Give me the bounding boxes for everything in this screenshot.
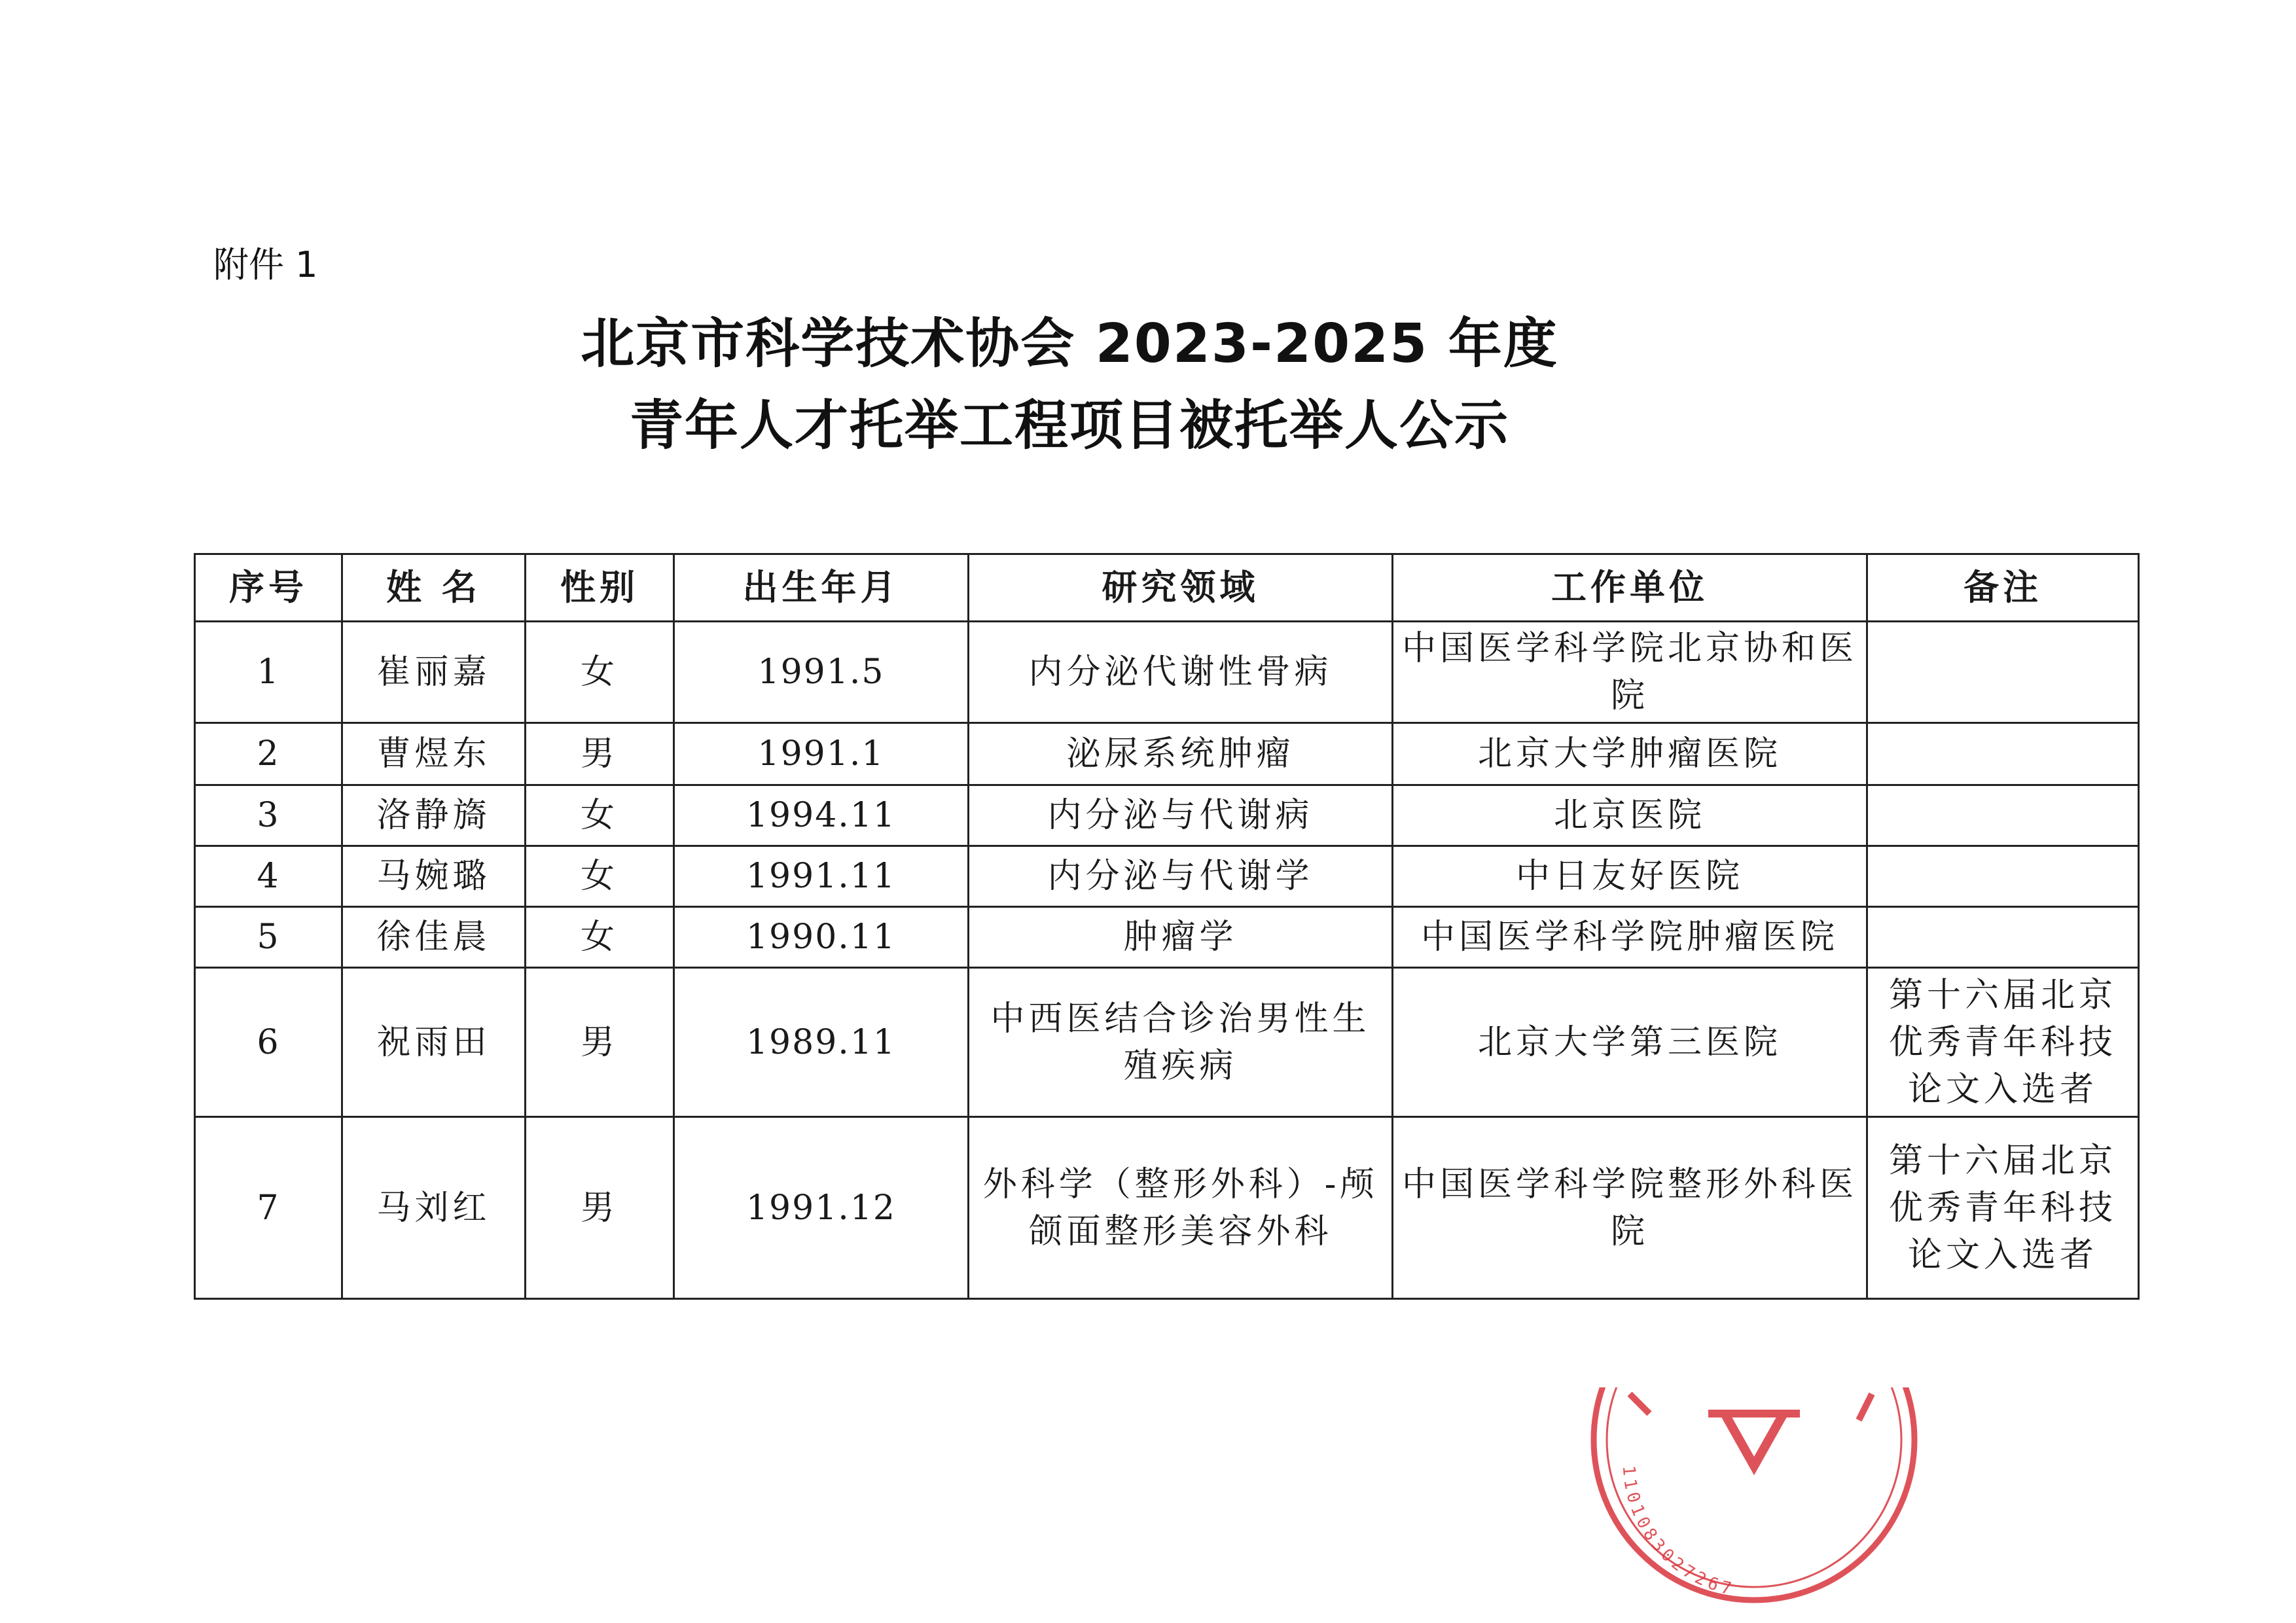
cell-unit: 中日友好医院 — [1393, 846, 1867, 907]
header-birth: 出生年月 — [674, 554, 969, 622]
cell-gender: 女 — [526, 907, 674, 968]
cell-unit: 北京大学第三医院 — [1393, 968, 1867, 1117]
header-index: 序号 — [195, 554, 342, 622]
cell-gender: 男 — [526, 723, 674, 785]
cell-unit: 北京医院 — [1393, 785, 1867, 846]
document-title-line1: 北京市科学技术协会 2023-2025 年度 — [581, 313, 1558, 375]
cell-gender: 女 — [526, 785, 674, 846]
cell-gender: 女 — [526, 846, 674, 907]
header-name: 姓 名 — [342, 554, 526, 622]
table-row — [195, 907, 2139, 968]
cell-index: 3 — [195, 785, 342, 846]
header-gender: 性别 — [526, 554, 674, 622]
table-header-row — [195, 554, 2139, 622]
official-seal — [1584, 1387, 1924, 1623]
cell-name: 马婉璐 — [342, 846, 526, 907]
cell-birth: 1991.1 — [674, 723, 969, 785]
cell-birth: 1991.11 — [674, 846, 969, 907]
cell-name: 崔丽嘉 — [342, 622, 526, 723]
table-row — [195, 785, 2139, 846]
cell-name: 祝雨田 — [342, 968, 526, 1117]
cell-index: 4 — [195, 846, 342, 907]
header-note: 备注 — [1867, 554, 2139, 622]
cell-birth: 1990.11 — [674, 907, 969, 968]
table-row — [195, 1117, 2139, 1299]
attachment-label: 附件 1 — [213, 244, 318, 285]
table-row — [195, 846, 2139, 907]
cell-index: 2 — [195, 723, 342, 785]
cell-field: 外科学（整形外科）-颅颌面整形美容外科 — [969, 1117, 1393, 1299]
cell-field: 内分泌代谢性骨病 — [969, 622, 1393, 723]
cell-index: 1 — [195, 622, 342, 723]
table-row — [195, 723, 2139, 785]
document-title-line2: 青年人才托举工程项目被托举人公示 — [629, 395, 1509, 457]
cell-note: 第十六届北京优秀青年科技论文入选者 — [1867, 1117, 2139, 1299]
table-row — [195, 622, 2139, 723]
cell-note — [1867, 622, 2139, 723]
cell-index: 7 — [195, 1117, 342, 1299]
nominee-table — [194, 553, 2140, 1300]
cell-unit: 中国医学科学院整形外科医院 — [1393, 1117, 1867, 1299]
cell-birth: 1991.5 — [674, 622, 969, 723]
cell-gender: 女 — [526, 622, 674, 723]
header-field: 研究领域 — [969, 554, 1393, 622]
cell-name: 曹煜东 — [342, 723, 526, 785]
cell-unit: 中国医学科学院北京协和医院 — [1393, 622, 1867, 723]
cell-note: 第十六届北京优秀青年科技论文入选者 — [1867, 968, 2139, 1117]
svg-text:1101083027267: 1101083027267 — [1618, 1465, 1738, 1600]
cell-field: 中西医结合诊治男性生殖疾病 — [969, 968, 1393, 1117]
cell-birth: 1994.11 — [674, 785, 969, 846]
cell-birth: 1989.11 — [674, 968, 969, 1117]
cell-field: 内分泌与代谢病 — [969, 785, 1393, 846]
table-row — [195, 968, 2139, 1117]
cell-field: 泌尿系统肿瘤 — [969, 723, 1393, 785]
cell-gender: 男 — [526, 968, 674, 1117]
cell-gender: 男 — [526, 1117, 674, 1299]
cell-note — [1867, 785, 2139, 846]
cell-birth: 1991.12 — [674, 1117, 969, 1299]
cell-note — [1867, 723, 2139, 785]
header-unit: 工作单位 — [1393, 554, 1867, 622]
cell-name: 徐佳晨 — [342, 907, 526, 968]
cell-unit: 中国医学科学院肿瘤医院 — [1393, 907, 1867, 968]
seal-icon — [1584, 1387, 1924, 1623]
cell-field: 内分泌与代谢学 — [969, 846, 1393, 907]
cell-name: 洛静旖 — [342, 785, 526, 846]
cell-note — [1867, 846, 2139, 907]
cell-name: 马刘红 — [342, 1117, 526, 1299]
cell-unit: 北京大学肿瘤医院 — [1393, 723, 1867, 785]
cell-note — [1867, 907, 2139, 968]
cell-field: 肿瘤学 — [969, 907, 1393, 968]
cell-index: 5 — [195, 907, 342, 968]
cell-index: 6 — [195, 968, 342, 1117]
